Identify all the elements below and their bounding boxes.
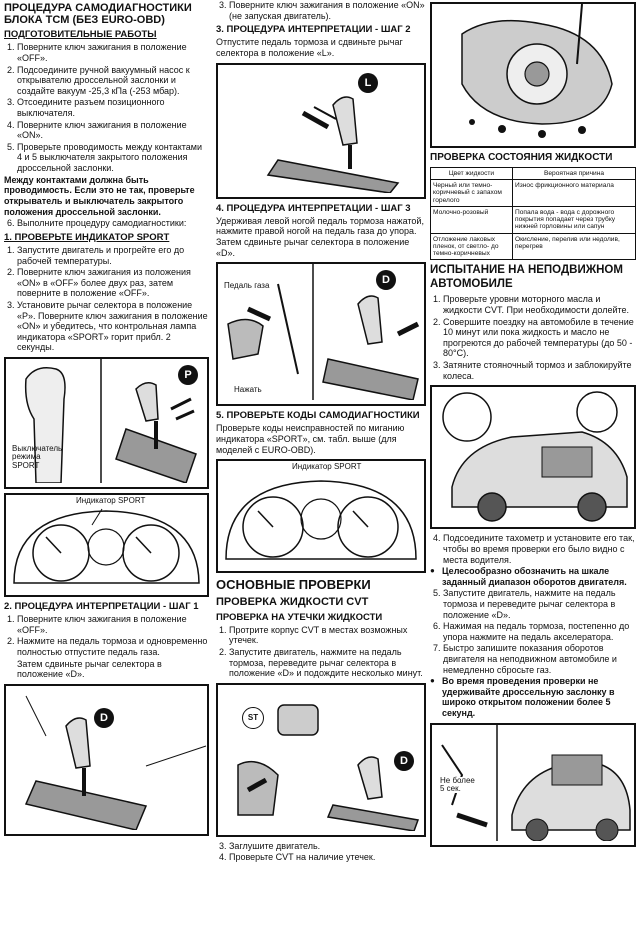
table-cell: Окисление, перелив или недолив, перегрев [513,233,636,260]
figure-car-brake [430,385,636,529]
table-cell: Молочно-розовый [431,206,513,233]
stall-test-heading: ИСПЫТАНИЕ НА НЕПОДВИЖНОМ АВТОМОБИЛЕ [430,264,623,290]
car-brake-illustration [432,387,634,523]
section2-heading: 2. ПРОЦЕДУРА ИНТЕРПРЕТАЦИИ - ШАГ 1 [4,601,199,613]
stall-steps-2 [430,588,636,675]
main-checks-heading: ОСНОВНЫЕ ПРОВЕРКИ [216,577,371,593]
prep-heading: ПОДГОТОВИТЕЛЬНЫЕ РАБОТЫ [4,29,157,41]
table-cell: Черный или темно-коричневый с запахом горелого [431,180,513,207]
section4-text: Удерживая левой ногой педаль тормоза нажатой, нажмите правой ногой на педаль газа до упора. Затем сдвиньте рычаг селектора в положение «D». [216,215,424,258]
section2-steps [4,614,209,657]
leak-steps [216,625,426,679]
selector-l-illustration [218,65,424,193]
prep-step: 6. Выполните процедуру самодиагностики: [17,218,209,229]
column-right [430,0,636,851]
max-duration-label: Не более 5 сек. [440,777,480,794]
cvt-fluid-heading: ПРОВЕРКА ЖИДКОСТИ CVT [216,595,369,608]
section1-step: 3. Установите рычаг селектора в положение «P». Поверните ключ зажигания в положение «ON» и убедитесь, что контрольная лампа индикатора «SPORT» горит прибл. 2 секунды. [17,300,209,353]
end-step: 4. Проверьте CVT на наличие утечек. [229,852,426,863]
figure-stall-test [430,723,636,847]
stall-step: 7. Быстро запишите показания оборотов двигателя на неподвижном автомобиле и немедленно сбросьте газ. [443,643,636,675]
prep-step6 [4,218,209,229]
section2-then: Затем сдвиньте рычаг селектора в положение «D». [17,658,162,680]
sport-indicator-label: Индикатор SPORT [292,462,362,472]
transmission-illustration [432,4,634,142]
section1-heading: 1. ПРОВЕРЬТЕ ИНДИКАТОР SPORT [4,231,170,243]
stall-step: 1. Проверьте уровни моторного масла и жидкости CVT. При необходимости долейте. [443,294,636,315]
prep-steps [4,42,209,173]
leak-heading: ПРОВЕРКА НА УТЕЧКИ ЖИДКОСТИ [216,611,383,623]
press-label: Нажать [234,385,262,395]
section3-heading: 3. ПРОЦЕДУРА ИНТЕРПРЕТАЦИИ - ШАГ 2 [216,24,411,36]
stall-step: 4. Подсоедините тахометр и установите его так, чтобы во время проверки его было видно с места водителя. [443,533,636,565]
gas-pedal-label: Педаль газа [224,281,270,291]
note-bullet: ● Целесообразно обозначить на шкале заданный диапазон оборотов двигателя. [430,566,636,587]
table-header: Вероятная причина [513,167,636,179]
figure-leak-check [216,683,426,837]
table-cell: Износ фрикционного материала [513,180,636,207]
table-header: Цвет жидкости [431,167,513,179]
section1-step: 1. Запустите двигатель и прогрейте его до рабочей температуры. [17,245,209,266]
prep-step: 5. Проверьте проводимость между контактами 4 и 5 выключателя закрытого положения дроссельной заслонки. [17,142,209,174]
prep-step: 2. Подсоедините ручной вакуумный насос к открывателю дроссельной заслонки и создайте вакуум -25,3 кПа (-253 мбар). [17,65,209,97]
section1-steps [4,245,209,353]
prep-step: 4. Поверните ключ зажигания в положение «ON». [17,120,209,141]
leak-step: 2. Запустите двигатель, нажмите на педаль тормоза, переведите рычаг селектора в положение «D» и подождите несколько минут. [229,647,426,679]
table-header-row [431,167,636,179]
stall-step: 6. Нажимая на педаль тормоза, постепенно до упора нажмите на педаль акселератора. [443,621,636,642]
table-row [431,180,636,207]
fluid-condition-table [430,167,636,261]
stall-step: 3. Затяните стояночный тормоз и заблокируйте колеса. [443,360,636,381]
stall-step: 2. Совершите поездку на автомобиле в течение 10 минут или пока жидкость и масло не прогреются до рабочей температуры (до 50 - 80°С). [443,317,636,359]
column-middle [216,0,426,864]
gear-badge-d: D [376,270,396,290]
warning-bullet: ● Во время проведения проверки не удерживайте дроссельную заслонку в широко открытом положении более 5 секунд. [430,676,636,718]
section4-heading: 4. ПРОЦЕДУРА ИНТЕРПРЕТАЦИИ - ШАГ 3 [216,202,411,214]
start-badge: ST [242,707,264,729]
stall-step: 5. Запустите двигатель, нажмите на педаль тормоза и переведите рычаг селектора в положение «D». [443,588,636,620]
figure-instrument-cluster [4,493,209,597]
section2-step: 1. Поверните ключ зажигания в положение «OFF». [17,614,209,635]
end-steps [216,841,426,863]
top-step [216,0,426,21]
gear-badge-p: P [178,365,198,385]
section5-heading: 5. ПРОВЕРЬТЕ КОДЫ САМОДИАГНОСТИКИ [216,410,420,422]
section1-step: 2. Поверните ключ зажигания из положения «ON» в «OFF» более двух раз, затем поверните в положение «OFF». [17,267,209,299]
figure-sport-switch [4,357,209,489]
figure-selector-l [216,63,426,199]
fluid-condition-heading: ПРОВЕРКА СОСТОЯНИЯ ЖИДКОСТИ [430,152,613,163]
table-row [431,206,636,233]
top-step-item: 3. Поверните ключ зажигания в положение «ON» (не запуская двигатель). [229,0,426,21]
sport-switch-label: Выключатель режима SPORT [12,444,63,470]
instrument-cluster-illustration [6,495,207,591]
figure-transmission [430,2,636,148]
prep-step: 3. Отсоедините разъем позиционного выключателя. [17,97,209,118]
section2-step: 2. Нажмите на педаль тормоза и одновременно полностью отпустите педаль газа. [17,636,209,657]
figure-instrument-cluster-2 [216,459,426,573]
leak-step: 1. Протрите корпус CVT в местах возможных утечек. [229,625,426,646]
stall-step4 [430,533,636,565]
prep-step: 1. Поверните ключ зажигания в положение «OFF». [17,42,209,63]
table-cell: Отложение лаковых пленок, от светло- до темно-коричневых [431,233,513,260]
table-row [431,233,636,260]
gear-badge-l: L [358,73,378,93]
stall-steps [430,294,636,381]
page-title: ПРОЦЕДУРА САМОДИАГНОСТИКИ БЛОКА TCM (БЕЗ EURO-OBD) [4,2,192,27]
figure-selector-d [4,684,209,836]
instrument-cluster-illustration [218,461,424,567]
figure-pedal-selector [216,262,426,406]
section5-text: Проверьте коды неисправностей по миганию индикатора «SPORT», см. табл. выше (для моделей с EURO-OBD). [216,423,405,455]
gear-badge-d: D [94,708,114,728]
continuity-note: Между контактами должна быть проводимость. Если это не так, проверьте открыватель и выключатель закрытого положения дроссельной заслонки. [4,174,195,217]
sport-indicator-label: Индикатор SPORT [76,496,146,506]
end-step: 3. Заглушите двигатель. [229,841,426,852]
table-cell: Попала вода - вода с дорожного покрытия попадает через трубку нижней горловины или сапун [513,206,636,233]
gear-badge-d: D [394,751,414,771]
column-left [4,0,209,840]
section3-text: Отпустите педаль тормоза и сдвиньте рычаг селектора в положение «L». [216,37,403,59]
